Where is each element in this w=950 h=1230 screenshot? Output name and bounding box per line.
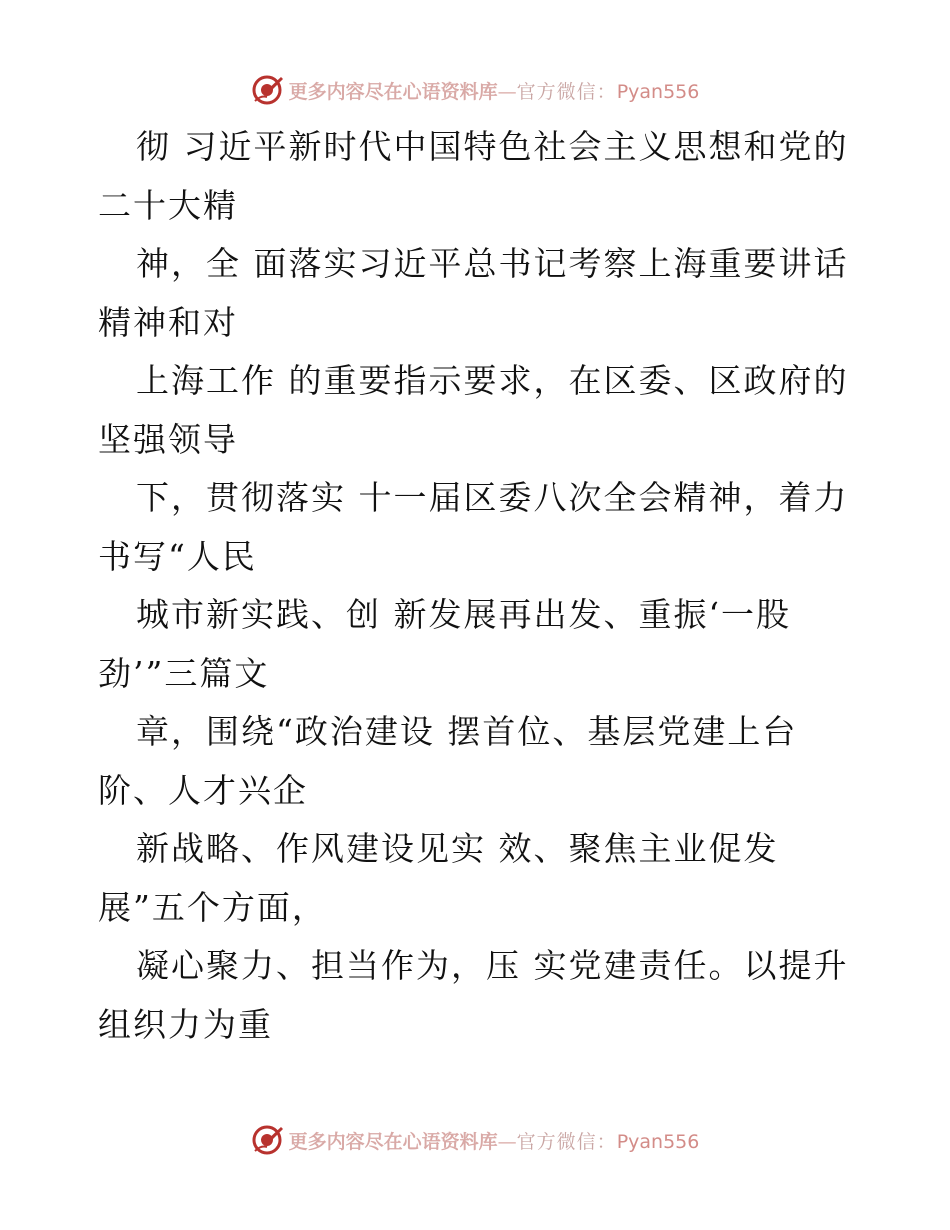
text-line: 展”五个方面， <box>98 887 327 927</box>
watermark-wechat-label: 官方微信： <box>516 1130 617 1153</box>
watermark-main-text: 更多内容尽在心语资料库 <box>288 1130 498 1153</box>
text-line: 凝心聚力、担当作为，压 实党建责任。以提升 <box>136 946 849 985</box>
text-line: 精神和对 <box>98 302 238 342</box>
text-line: 新战略、作风建设见实 效、聚焦主业促发 <box>136 829 779 868</box>
text-line: 章，围绕“政治建设 摆首位、基层党建上台 <box>136 712 798 751</box>
text-line: 神，全 面落实习近平总书记考察上海重要讲话 <box>136 244 849 283</box>
watermark-dash: — <box>497 1130 517 1153</box>
watermark-footer <box>0 1120 950 1160</box>
text-line: 劲’”三篇文 <box>98 653 270 693</box>
text-line: 城市新实践、创 新发展再出发、重振‘一股 <box>136 595 791 634</box>
watermark-dash: — <box>497 80 517 103</box>
text-line: 坚强领导 <box>98 419 238 459</box>
text-line: 下，贯彻落实 十一届区委八次全会精神，着力 <box>136 478 849 517</box>
watermark-wechat-label: 官方微信： <box>516 80 617 103</box>
watermark-account: Pyan556 <box>616 80 700 103</box>
watermark-account: Pyan556 <box>616 1130 700 1153</box>
text-line: 彻 习近平新时代中国特色社会主义思想和党的 <box>136 127 849 166</box>
watermark-main-text: 更多内容尽在心语资料库 <box>288 80 498 103</box>
text-line: 二十大精 <box>98 185 238 225</box>
text-line: 组织力为重 <box>98 1004 273 1044</box>
document-body <box>98 118 858 1054</box>
text-line: 书写“人民 <box>98 536 257 576</box>
text-line: 阶、人才兴企 <box>98 770 308 810</box>
pen-logo-icon <box>251 73 285 107</box>
pen-logo-icon <box>251 1123 285 1157</box>
text-line: 上海工作 的重要指示要求，在区委、区政府的 <box>136 361 849 400</box>
watermark-header <box>0 70 950 110</box>
